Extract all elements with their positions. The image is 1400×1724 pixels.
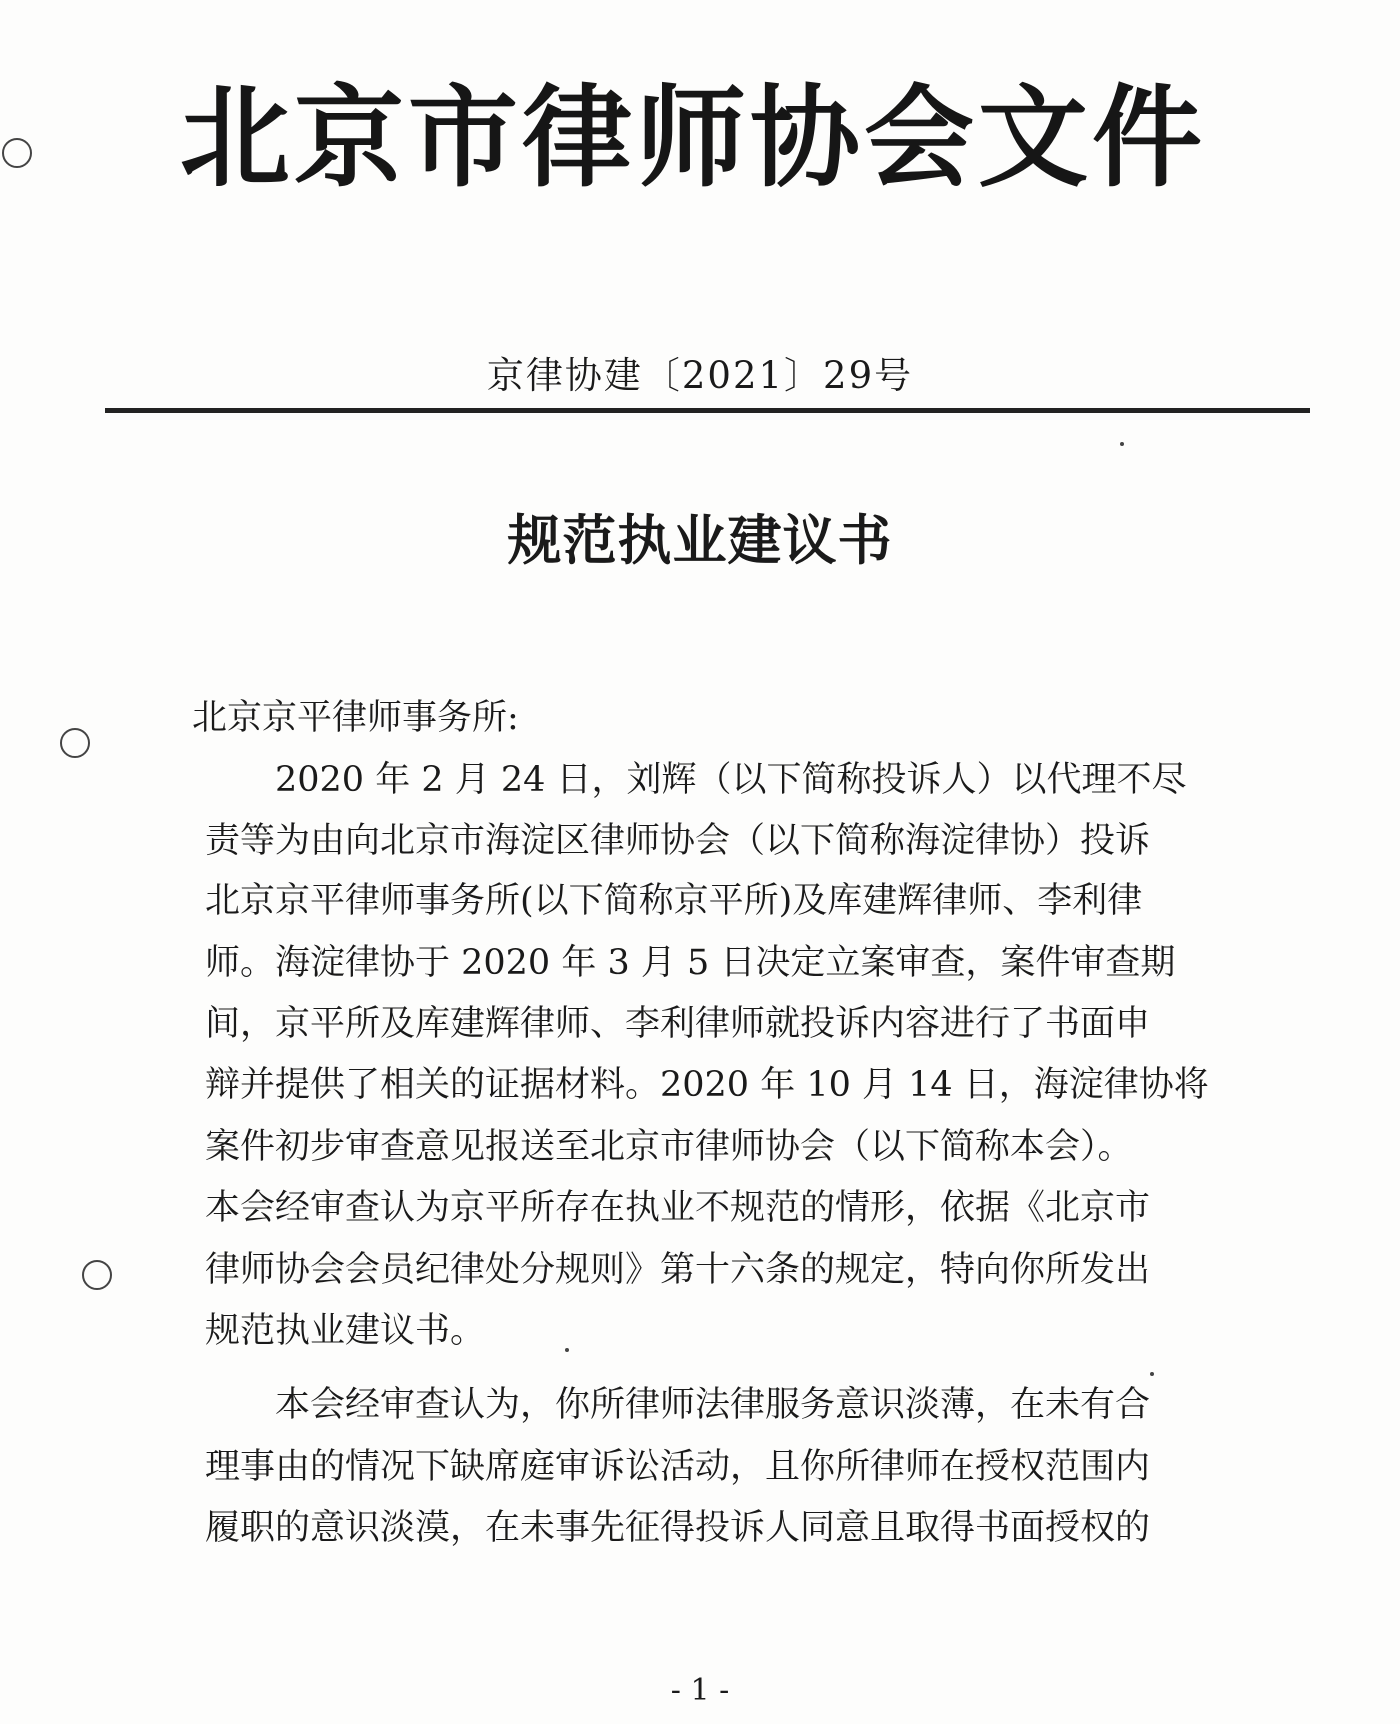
document-title: 规范执业建议书 bbox=[507, 509, 893, 572]
paragraph1-line: 规范执业建议书。 bbox=[205, 1311, 486, 1351]
header-divider-rule bbox=[105, 408, 1310, 413]
paragraph2-line: 理事由的情况下缺席庭审诉讼活动，且你所律师在授权范围内 bbox=[205, 1447, 1151, 1487]
paragraph2-line: 履职的意识淡漠，在未事先征得投诉人同意且取得书面授权的 bbox=[205, 1508, 1151, 1548]
scan-speck bbox=[565, 1348, 569, 1352]
punch-hole bbox=[82, 1260, 112, 1290]
paragraph1-line: 师。海淀律协于 2020 年 3 月 5 日决定立案审查，案件审查期 bbox=[205, 943, 1176, 983]
paragraph1-line: 律师协会会员纪律处分规则》第十六条的规定，特向你所发出 bbox=[205, 1250, 1151, 1290]
paragraph1-line: 责等为由向北京市海淀区律师协会（以下简称海淀律协）投诉 bbox=[205, 821, 1151, 861]
punch-hole bbox=[60, 728, 90, 758]
document-number: 京律协建〔2021〕29号 bbox=[486, 354, 914, 397]
paragraph1-line: 案件初步审查意见报送至北京市律师协会（以下简称本会）。 bbox=[205, 1127, 1133, 1167]
paragraph1-line: 2020 年 2 月 24 日，刘辉（以下简称投诉人）以代理不尽 bbox=[275, 760, 1187, 800]
salutation: 北京京平律师事务所: bbox=[192, 698, 519, 738]
document-header-title: 北京市律师协会文件 bbox=[180, 74, 1206, 202]
punch-hole bbox=[2, 138, 32, 168]
paragraph2-line: 本会经审查认为，你所律师法律服务意识淡薄，在未有合 bbox=[275, 1385, 1151, 1425]
page-number: - 1 - bbox=[670, 1673, 730, 1708]
paragraph1-line: 本会经审查认为京平所存在执业不规范的情形，依据《北京市 bbox=[205, 1188, 1151, 1228]
paragraph1-line: 间，京平所及库建辉律师、李利律师就投诉内容进行了书面申 bbox=[205, 1004, 1151, 1044]
paragraph1-line: 辩并提供了相关的证据材料。2020 年 10 月 14 日，海淀律协将 bbox=[205, 1065, 1209, 1105]
scan-speck bbox=[1120, 442, 1124, 446]
scan-speck bbox=[1150, 1372, 1154, 1376]
paragraph1-line: 北京京平律师事务所(以下简称京平所)及库建辉律师、李利律 bbox=[205, 881, 1143, 921]
